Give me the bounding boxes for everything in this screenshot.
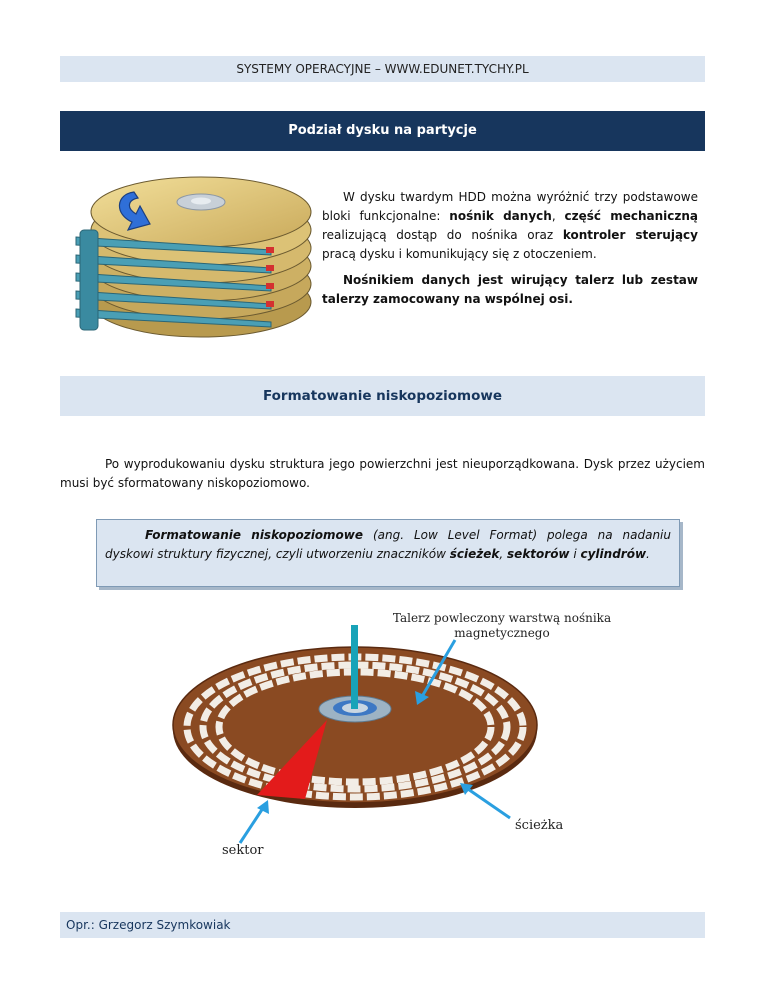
term-low-level-format: Formatowanie niskopoziomowe bbox=[145, 528, 364, 542]
term-sectors: sektorów bbox=[507, 547, 570, 561]
text-run: W dysku twardym HDD można wyróżnić trzy podstawowe bloki funkcjonalne: bbox=[322, 190, 698, 223]
term-storage-medium: nośnik danych bbox=[449, 209, 552, 223]
section-title: Formatowanie niskopoziomowe bbox=[262, 388, 503, 404]
paragraph-text: Po wyprodukowaniu dysku struktura jego powierzchni jest nieuporządkowana. Dysk przez użyciem musi być sformatowany niskopoziomowo. bbox=[60, 457, 705, 490]
term-mechanical-part: część mechaniczną bbox=[564, 209, 699, 223]
platter-label: Talerz powleczony warstwą nośnika magnetycznego bbox=[392, 611, 612, 640]
section-title: Podział dysku na partycje bbox=[288, 123, 477, 138]
page-header bbox=[60, 56, 705, 82]
text-run: i bbox=[569, 547, 581, 561]
header-title: SYSTEMY OPERACYJNE – WWW.EDUNET.TYCHY.PL bbox=[236, 62, 529, 76]
text-run: , bbox=[551, 209, 565, 223]
text-run: . bbox=[646, 547, 650, 561]
track-label: ścieżka bbox=[515, 818, 564, 833]
intro-text bbox=[322, 188, 698, 316]
section-heading-partitions bbox=[60, 111, 705, 151]
intro-paragraph bbox=[322, 188, 698, 264]
text-run: realizującą dostąp do nośnika oraz bbox=[322, 228, 563, 242]
arrow-to-sector bbox=[240, 805, 265, 843]
sector-label: sektor bbox=[222, 843, 264, 858]
footer-author: Opr.: Grzegorz Szymkowiak bbox=[66, 918, 231, 932]
arrow-to-track bbox=[465, 787, 510, 818]
text-run: (ang. Low Level Format) polega na nadaniu dyskowi struktury fizycznej, czyli utworzeniu znaczników bbox=[105, 528, 671, 561]
section-heading-low-level-format bbox=[60, 376, 705, 416]
term-cylinders: cylindrów bbox=[580, 547, 647, 561]
definition-box bbox=[96, 519, 680, 587]
definition-text: Nośnikiem danych jest wirujący talerz lub zestaw talerzy zamocowany na wspólnej osi. bbox=[322, 273, 698, 306]
text-run: pracą dysku i komunikujący się z otoczeniem. bbox=[322, 247, 597, 261]
body-paragraph bbox=[60, 455, 705, 493]
term-tracks: ścieżek bbox=[449, 547, 500, 561]
text-run: , bbox=[499, 547, 508, 561]
storage-medium-definition bbox=[322, 271, 698, 309]
hard-disk-platters-illustration bbox=[66, 162, 316, 350]
definition-paragraph bbox=[105, 526, 671, 564]
page-footer bbox=[60, 912, 705, 938]
term-controller: kontroler sterujący bbox=[562, 228, 698, 242]
